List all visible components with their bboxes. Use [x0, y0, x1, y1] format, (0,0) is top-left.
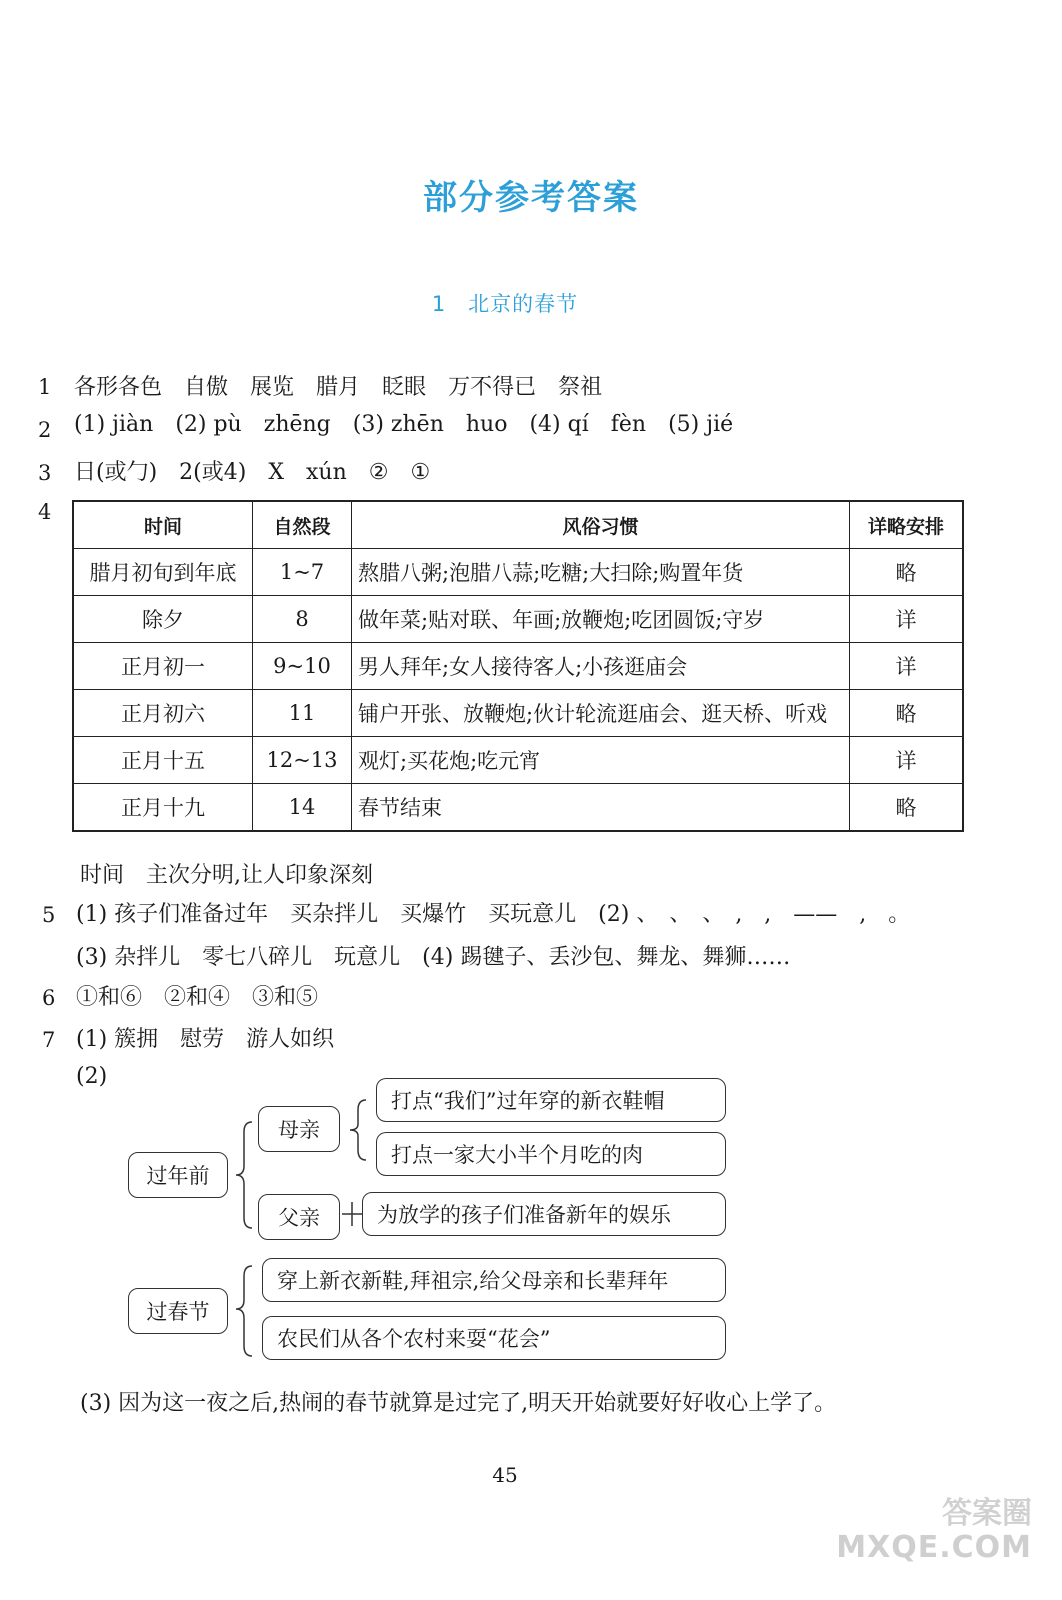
table-cell: 腊月初旬到年底: [73, 549, 253, 596]
table-cell: 详: [850, 596, 964, 643]
answer-3-item: ①: [410, 460, 431, 485]
table-cell: 正月十九: [73, 784, 253, 832]
answer-7-part2-label: (2): [76, 1064, 108, 1089]
answer-1-item: 万不得已: [448, 375, 537, 400]
answer-5-line2: (3) 杂拌儿 零七八碎儿 玩意儿 (4) 踢毽子、丢沙包、舞龙、舞狮……: [76, 945, 791, 970]
answer-1-item: 祭祖: [558, 375, 603, 400]
table-cell: 做年菜;贴对联、年画;放鞭炮;吃团圆饭;守岁: [352, 596, 850, 643]
answer-2-item: zhēng: [263, 412, 331, 437]
answer-1-item: 展览: [250, 375, 295, 400]
diagram-node-festival-item: 农民们从各个农村来耍“花会”: [262, 1316, 726, 1360]
answer-2-item: huo: [465, 412, 508, 437]
table-header: 风俗习惯: [352, 501, 850, 549]
diagram-node-mother: 母亲: [258, 1106, 340, 1152]
answer-2-item: fèn: [610, 412, 647, 437]
answer-6: ①和⑥ ②和④ ③和⑤: [76, 985, 319, 1010]
diagram-node-spring-festival: 过春节: [128, 1288, 228, 1334]
table-header: 时间: [73, 501, 253, 549]
watermark-logo: 答案圈: [942, 1496, 1032, 1531]
diagram-node-father: 父亲: [258, 1194, 340, 1240]
page-title: 部分参考答案: [423, 178, 639, 218]
question-number-1: 1: [38, 375, 52, 399]
diagram-node-before-new-year: 过年前: [128, 1152, 228, 1198]
diagram-node-father-item: 为放学的孩子们准备新年的娱乐: [362, 1192, 726, 1236]
table-cell: 14: [253, 784, 352, 832]
table-cell: 正月初一: [73, 643, 253, 690]
question-number-3: 3: [38, 461, 52, 485]
answer-7-part3: (3) 因为这一夜之后,热闹的春节就算是过完了,明天开始就要好好收心上学了。: [80, 1391, 837, 1416]
lesson-title: 1 北京的春节: [431, 292, 579, 316]
answer-2-item: (5) jié: [668, 412, 734, 437]
answer-2-item: (4) qí: [529, 412, 589, 437]
table-cell: 12~13: [253, 737, 352, 784]
diagram-node-festival-item: 穿上新衣新鞋,拜祖宗,给父母亲和长辈拜年: [262, 1258, 726, 1302]
answer-3-item: ②: [368, 460, 389, 485]
answer-1-item: 自傲: [184, 375, 229, 400]
table-cell: 略: [850, 784, 964, 832]
table-cell: 11: [253, 690, 352, 737]
diagram-node-mother-item: 打点“我们”过年穿的新衣鞋帽: [376, 1078, 726, 1122]
answer-2-item: (2) pù: [175, 412, 242, 437]
answer-4-note: 时间 主次分明,让人印象深刻: [80, 863, 373, 888]
table-cell: 9~10: [253, 643, 352, 690]
question-number-6: 6: [42, 986, 56, 1010]
watermark-site: MXQE.COM: [836, 1530, 1032, 1565]
answer-3-item: xún: [306, 460, 347, 485]
answer-1-item: 眨眼: [382, 375, 427, 400]
answer-1-item: 各形各色: [74, 375, 163, 400]
table-cell: 详: [850, 737, 964, 784]
table-header: 自然段: [253, 501, 352, 549]
table-cell: 详: [850, 643, 964, 690]
answer-2-item: (3) zhēn: [352, 412, 444, 437]
question-number-5: 5: [42, 903, 56, 927]
question-number-7: 7: [42, 1028, 56, 1052]
table-cell: 春节结束: [352, 784, 850, 832]
table-cell: 除夕: [73, 596, 253, 643]
page-number: 45: [492, 1463, 518, 1487]
answer-2-item: (1) jiàn: [74, 412, 154, 437]
answer-5-line1: (1) 孩子们准备过年 买杂拌儿 买爆竹 买玩意儿 (2) 、 、 、 , , —— , 。: [76, 902, 911, 927]
answer-1-item: 腊月: [316, 375, 361, 400]
table-cell: 正月十五: [73, 737, 253, 784]
table-cell: 8: [253, 596, 352, 643]
question-number-4: 4: [38, 500, 52, 524]
table-cell: 男人拜年;女人接待客人;小孩逛庙会: [352, 643, 850, 690]
question-number-2: 2: [38, 418, 52, 442]
answer-3-item: X: [268, 460, 285, 485]
table-header: 详略安排: [850, 501, 964, 549]
table-cell: 正月初六: [73, 690, 253, 737]
table-cell: 熬腊八粥;泡腊八蒜;吃糖;大扫除;购置年货: [352, 549, 850, 596]
table-cell: 铺户开张、放鞭炮;伙计轮流逛庙会、逛天桥、听戏: [352, 690, 850, 737]
answer-3-item: 2(或4): [179, 460, 247, 485]
table-cell: 略: [850, 549, 964, 596]
table-cell: 略: [850, 690, 964, 737]
table-cell: 1~7: [253, 549, 352, 596]
answer-7-part1: (1) 簇拥 慰劳 游人如织: [76, 1027, 335, 1052]
table-cell: 观灯;买花炮;吃元宵: [352, 737, 850, 784]
diagram-node-mother-item: 打点一家大小半个月吃的肉: [376, 1132, 726, 1176]
answer-3-item: 日(或勹): [74, 460, 158, 485]
